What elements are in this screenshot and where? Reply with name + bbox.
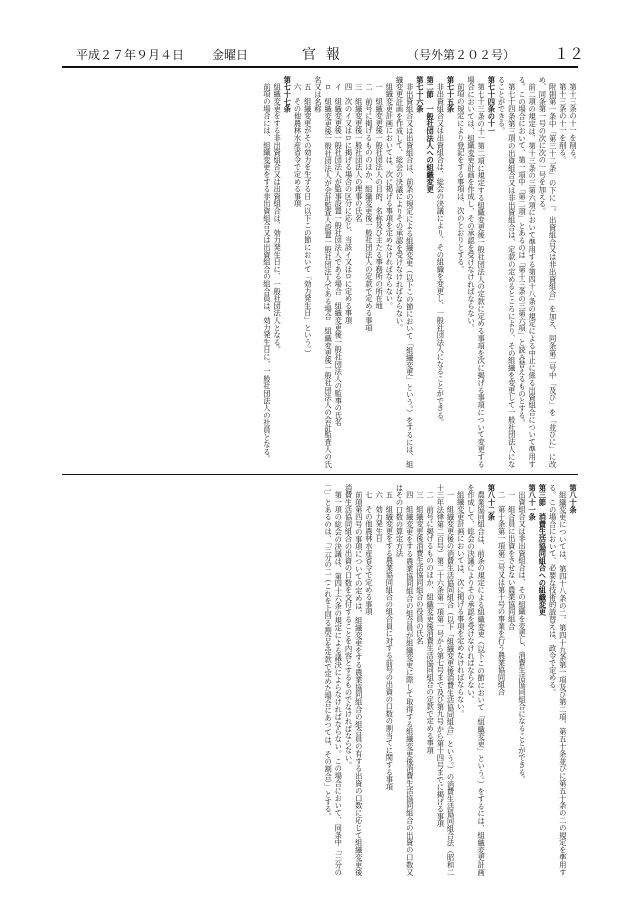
article-paragraph: 三 組織変更後一般社団法人の理事の氏名 — [354, 83, 364, 222]
article-paragraph: 一 組合員に出資をさせない農業協同組合 — [507, 491, 517, 630]
article-paragraph: 二 前号に掲げるもののほか、組織変更後一般社団法人の定款で定める事項 — [364, 83, 374, 332]
article-paragraph: 四 次のイ又はロに掲げる場合の区分に応じ、当該イ又はロに定める事項 — [344, 83, 354, 325]
article-heading: 第七十六条 — [415, 76, 425, 113]
article-paragraph: 前項の場合には、組織変更をする非出資組合又は出資組合の組合員は、効力発生日に、一般社団法人の社員となる。 — [262, 83, 272, 463]
article-paragraph: 第七十四条第三項の出資組合又は非出資組合は、定款の定めるところにより、その組織を変更して一般社団法人になることができる。 — [497, 76, 517, 468]
lower-tier-text — [62, 484, 578, 876]
article-paragraph: 組織変更計画においては、次に掲げる事項を定めなければならない。 — [456, 491, 466, 718]
article-paragraph: 五 組織変更がその効力を生ずる日（以下この節において「効力発生日」という。） — [303, 83, 313, 358]
article-paragraph: 第七十三条の十一第二項に規定する組織変更後一般社団法人の定款に定める事項を次に掲げる事項について変更する場合においては、組織変更計画を作成し、その承認を受けなければならない。 — [466, 76, 487, 468]
issue-date: 平成２７年９月４日 — [76, 48, 185, 62]
article-paragraph: イ 組織変更後一般社団法人が監事設置一般社団法人である場合 組織変更後一般社団法人の監事の氏名 — [334, 83, 344, 427]
header-rule — [62, 66, 578, 68]
article-heading: 第八十二条 — [487, 484, 497, 521]
article-paragraph: 前項第四号の事項についての定めは、組織変更をする農業協同組合の組合員の有する出資の口数に応じて組織変更後消費生活協同組合の出資の口数を交付することを内容とするものでなければならない。 — [344, 484, 364, 876]
tier-divider — [62, 474, 578, 475]
article-heading: 第三節 消費生活協同組合への組織変更 — [538, 484, 548, 616]
article-paragraph: 二 前号に掲げるもののほか、組織変更後消費生活協同組合の定款で定める事項 — [426, 491, 436, 755]
article-heading: 第七十五条 — [446, 76, 456, 113]
article-paragraph: 六 効力発生日 — [375, 491, 385, 543]
article-paragraph: 非出資組合又は出資組合は、前条の規定による組織変更（以下この節において「組織変更」という。）をするには、組織変更計画を作成して、総会の決議によりその承認を受けなければならない。 — [395, 76, 415, 468]
article-heading: 第二節 一般社団法人への組織変更 — [426, 76, 436, 193]
article-heading: 第七十七条 — [283, 76, 293, 113]
article-heading: 第八十一条 — [528, 484, 538, 521]
article-paragraph: 第十三条の十一を削る。 — [569, 83, 578, 164]
article-paragraph: 二 第十条第一項第三号又は第十号の事業を行う農業協同組合 — [497, 491, 507, 696]
article-paragraph: 組織変更については、第四十八条の二、第四十九条第一項及び第二項、第五十条並びに第五十条の二の規定を準用する。この場合において、必要な技術的読替えは、政令で定める。 — [548, 484, 568, 876]
article-paragraph: 前項の規定により登記をする事項は、次のとおりとする。 — [456, 83, 466, 274]
article-paragraph: 農業協同組合は、前条の規定による組織変更（以下この節において「組織変更」という。）をするには、組織変更計画を作成して、総会の決議によりその承認を受けなければならない。 — [466, 484, 487, 876]
article-paragraph: 前二項の規定は、第十三条の三第六項において準用する第四十八条の規定による中止に係る出資組合について準用する。この場合において、第一項中「第二項」とあるのは「第十三条の三第六項」と読み替えるものとする。 — [517, 76, 538, 468]
article-paragraph: 六 その他農林水産省令で定める事項 — [293, 83, 303, 208]
article-paragraph: 三 組織変更後消費生活協同組合の役員の氏名 — [415, 491, 425, 645]
issue-number: （号外第２０２号） — [407, 48, 516, 62]
article-heading: 第八十条 — [569, 484, 578, 514]
article-paragraph: 五 組織変更をする農業協同組合の組合員に対する前号の出資の口数の割当てに関する事項 — [385, 491, 395, 791]
article-paragraph: 組織変更をする非出資組合又は出資組合は、効力発生日に、一般社団法人となる。 — [273, 83, 283, 354]
article-paragraph: ロ 組織変更後一般社団法人が会計監査人設置一般社団法人である場合 組織変更後一般社団法人の会計監査人の氏名又は名称 — [313, 76, 334, 468]
article-paragraph: 一 組織変更後の消費生活協同組合（以下「組織変更後消費生活協同組合」という。）の消費生活協同組合法（昭和二十三年法律第二百号）第二十六条第一項第一号から第七号まで及び第九号から第十四号までに掲げる事項 — [436, 484, 456, 876]
issue-weekday: 金曜日 — [212, 48, 249, 62]
page-number: １２ — [554, 45, 585, 63]
article-paragraph: 非出資組合又は出資組合は、総会の決議により、その組織を変更し、一般社団法人になることができる。 — [436, 83, 446, 427]
article-paragraph: 出資組合又は非出資組合は、その組織を変更し、消費生活協同組合になることができる。 — [517, 491, 527, 784]
article-paragraph: 四 組織変更をする農業協同組合の組合員が組織変更に際して取得する組織変更後消費生活協同組合の出資の口数又はその口数の算定方法 — [395, 484, 415, 876]
article-paragraph: 七 その他農林水産省令で定める事項 — [364, 491, 374, 616]
article-heading: 第七十四条の十一 — [487, 76, 497, 135]
gazette-title: 官報 — [302, 47, 350, 63]
article-paragraph: 一 組織変更後一般社団法人の目的、名称及び主たる事務所の所在地 — [375, 83, 385, 310]
page-header — [62, 36, 585, 66]
article-paragraph: 附則第一条中「第三十二条」の下に「、出資組合又は非出資組合」を加え、同条第二号中「及び」を「並びに」に改め、同条第一号の次に次の一号を加える。 — [538, 76, 558, 468]
article-paragraph: 組織変更計画においては、次に掲げる事項を定めなければならない。 — [385, 83, 395, 310]
article-paragraph: 第十三条の十一を削る。 — [558, 83, 568, 164]
upper-tier-text — [62, 76, 578, 468]
article-paragraph: 第一項の総会の決議は、第四十六条の規定による議決によらなければならない。この場合において、同条中「三分の二」とあるのは、「三分の二（これを上回る割合を定款で定めた場合にあつては、その割合）」とする。 — [324, 484, 344, 876]
